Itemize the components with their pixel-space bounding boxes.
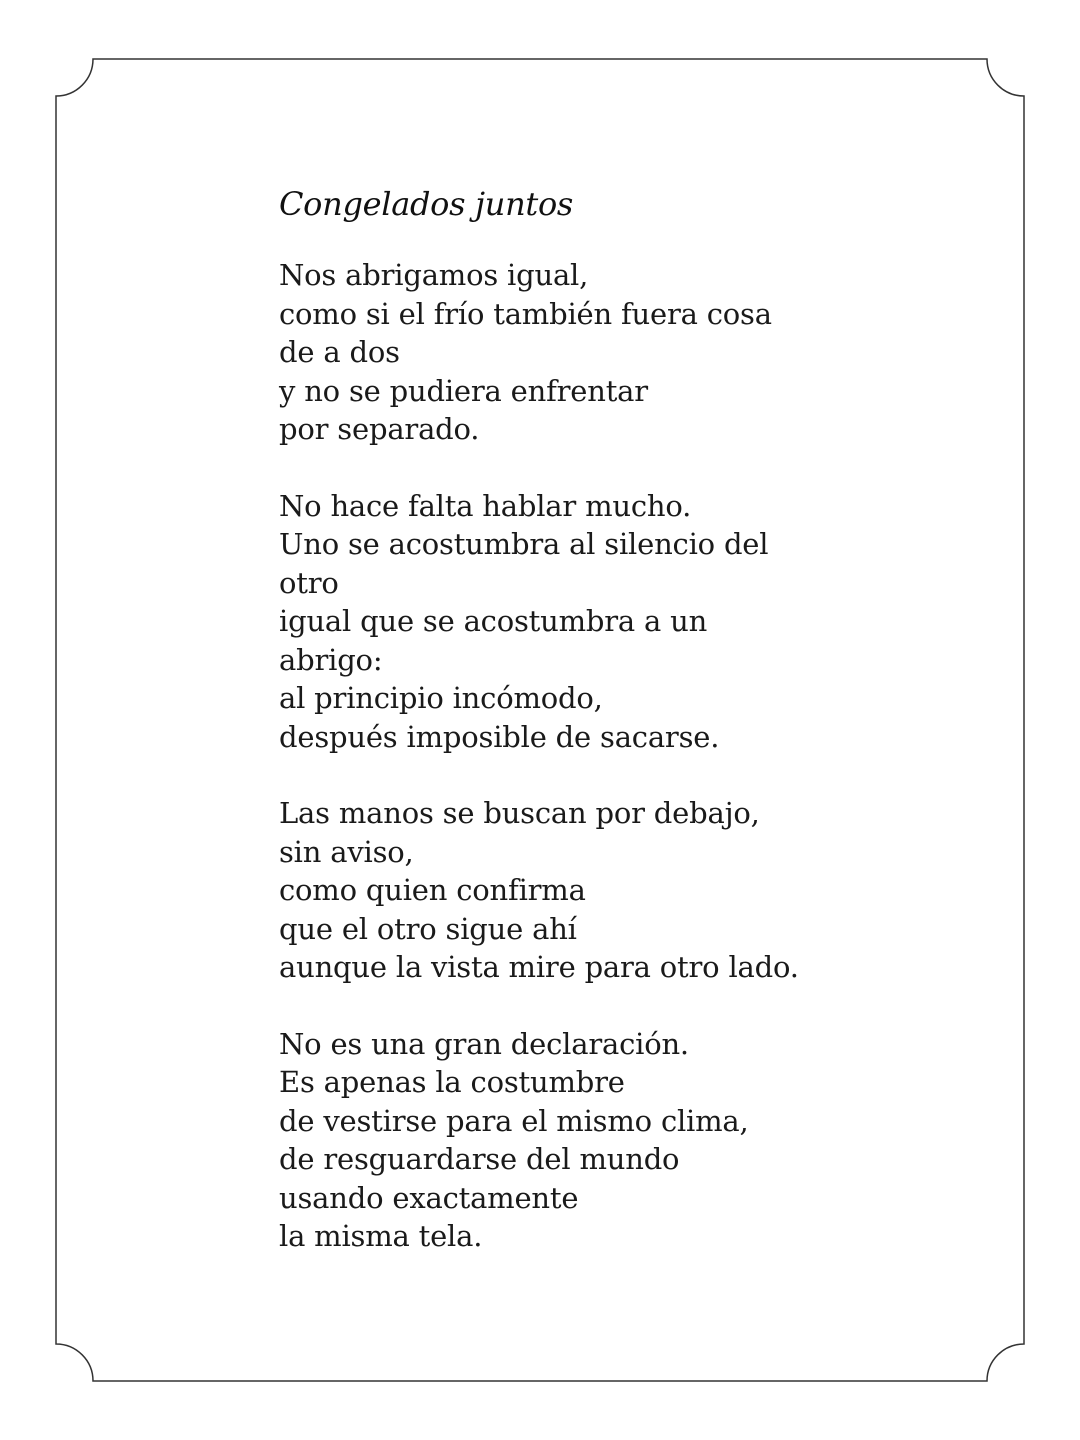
poem-line: aunque la vista mire para otro lado. (279, 950, 799, 984)
poem (279, 182, 999, 1294)
stanza-1 (279, 256, 999, 449)
stanza-2 (279, 487, 999, 757)
poem-line: la misma tela. (279, 1219, 483, 1253)
poem-line: No hace falta hablar mucho. (279, 488, 692, 523)
poem-line: y no se pudiera enfrentar (279, 373, 648, 408)
poem-line: No es una gran declaración. (279, 1026, 689, 1061)
poem-line: de resguardarse del mundo (279, 1142, 680, 1176)
poem-line: Es apenas la costumbre (279, 1065, 625, 1099)
poem-line: Nos abrigamos igual, (279, 258, 589, 292)
poem-line: sin aviso, (279, 834, 414, 869)
poem-line: después imposible de sacarse. (279, 719, 720, 754)
stanza-4 (279, 1025, 999, 1256)
poem-line: de a dos (279, 335, 400, 369)
poem-line: abrigo: (279, 642, 383, 677)
poem-line: que el otro sigue ahí (279, 911, 577, 946)
stanza-3 (279, 794, 999, 987)
poem-line: igual que se acostumbra a un (279, 604, 708, 638)
poem-line: usando exactamente (279, 1180, 579, 1215)
poem-line: Las manos se buscan por debajo, (279, 796, 760, 830)
poem-line: como si el frío también fuera cosa (279, 296, 772, 331)
poem-line: otro (279, 565, 339, 600)
poem-title: Congelados juntos (279, 185, 574, 223)
poem-line: por separado. (279, 412, 480, 446)
poem-line: como quien confirma (279, 873, 586, 907)
poem-line: Uno se acostumbra al silencio del (279, 527, 769, 561)
poem-line: de vestirse para el mismo clima, (279, 1103, 749, 1138)
poem-line: al principio incómodo, (279, 681, 603, 715)
